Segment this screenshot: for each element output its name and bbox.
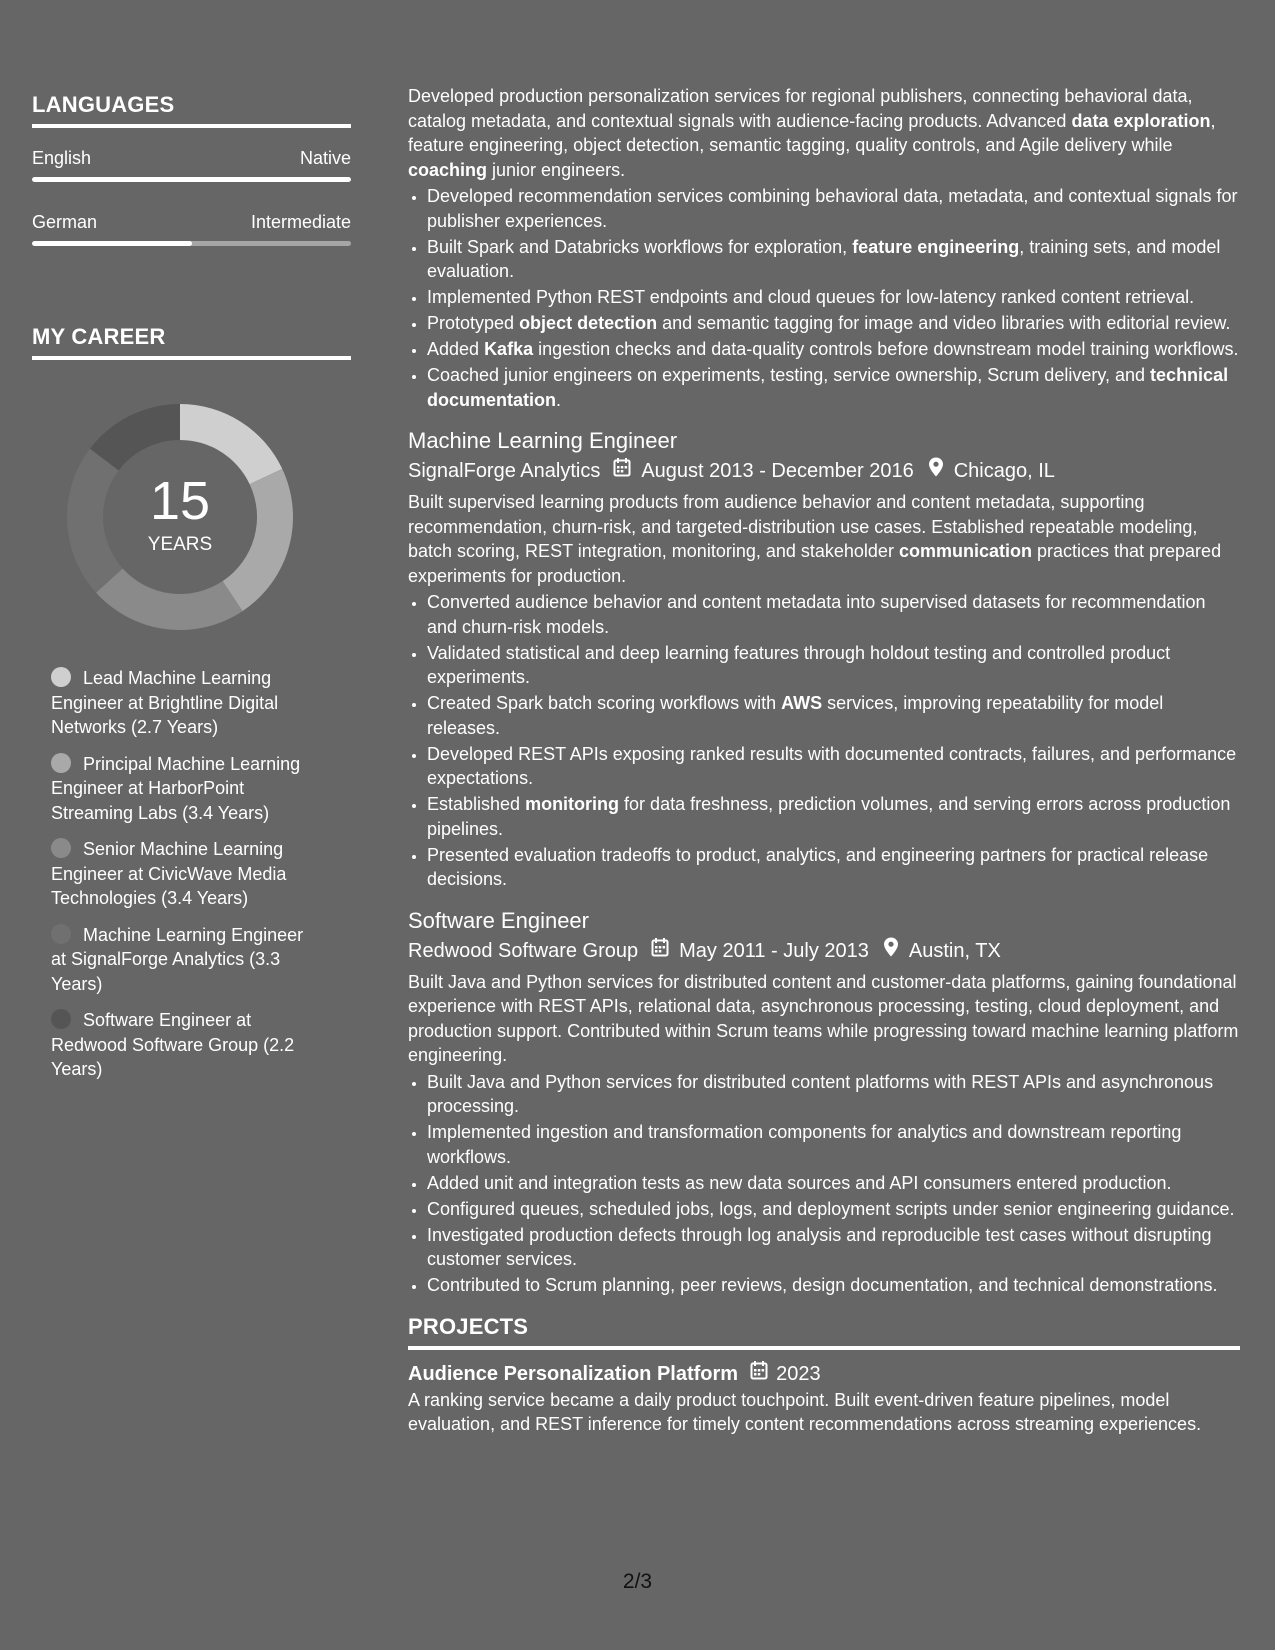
language-name: English (32, 148, 92, 168)
career-legend (51, 666, 321, 1082)
bullet-item: • Coached junior engineers on experiments, testing, service ownership, Scrum delivery, and technical documentation. (427, 363, 1240, 412)
job-bullets (408, 1070, 1240, 1298)
job-title: Machine Learning Engineer (408, 428, 678, 453)
language-item (32, 212, 351, 246)
career-legend-item (51, 666, 321, 740)
main-content (408, 84, 1240, 1437)
language-level-fill (32, 241, 192, 246)
job-meta (408, 936, 1240, 966)
bullet-item: • Added unit and integration tests as new data sources and API consumers entered production. (427, 1171, 1240, 1196)
career-legend-item (51, 1008, 321, 1082)
legend-dot-icon (51, 753, 71, 773)
career-legend-label: Software Engineer at Redwood Software Group (2.2 Years) (51, 1010, 295, 1079)
job-dates: May 2011 - July 2013 (679, 939, 869, 962)
bullet-item: • Implemented Python REST endpoints and cloud queues for low-latency ranked content retrieval. (427, 285, 1240, 310)
project-entry (408, 1360, 1240, 1437)
bold-keyword: communication (898, 541, 1032, 561)
bold-keyword: object detection (519, 313, 658, 333)
bold-keyword: data exploration (1071, 110, 1211, 131)
job-entry (408, 906, 1240, 1298)
legend-dot-icon (51, 924, 71, 944)
bold-keyword: monitoring (525, 794, 620, 814)
role-bullets (408, 184, 1240, 412)
language-level-bar (32, 177, 351, 182)
bullet-item: • Contributed to Scrum planning, peer reviews, design documentation, and technical demonstrations. (427, 1273, 1240, 1298)
language-level-fill (32, 177, 351, 182)
language-level: Native (299, 148, 351, 168)
bold-keyword: technical documentation (427, 365, 1229, 410)
project-year: 2023 (776, 1362, 821, 1385)
job-company: SignalForge Analytics (408, 460, 601, 482)
bold-keyword: Kafka (484, 339, 534, 359)
job-meta (408, 456, 1240, 486)
bold-keyword: feature engineering (852, 236, 1020, 257)
map-pin-icon (883, 936, 899, 966)
role-summary: Developed production personalization services for regional publishers, connecting behavioral data, catalog metadata, and contextual signals with audience-facing products. Advanced data exploration, feature engineering, object detection, semantic tagging, quality controls, and Agile delivery while coaching junior engineers. (408, 86, 1216, 180)
career-legend-item (51, 752, 321, 826)
language-level-bar (32, 241, 351, 246)
career-donut-chart (67, 404, 293, 630)
bullet-item: • Investigated production defects through log analysis and reproducible test cases without disrupting customer services. (427, 1223, 1240, 1272)
job-title: Software Engineer (408, 907, 589, 933)
page-number: 2/3 (622, 1570, 653, 1593)
project-header (408, 1360, 1240, 1388)
bullet-item: • Created Spark batch scoring workflows with AWS services, improving repeatability for model releases. (427, 691, 1240, 740)
calendar-icon (750, 1360, 768, 1388)
career-years-unit: YEARS (147, 534, 213, 555)
career-total-years: 15 (149, 471, 211, 531)
bullet-item: • Implemented ingestion and transformation components for analytics and downstream reporting workflows. (427, 1120, 1240, 1169)
legend-dot-icon (51, 667, 71, 687)
job-bullets (408, 590, 1240, 892)
project-description: A ranking service became a daily product touchpoint. Built event-driven feature pipelines, model evaluation, and REST inference for timely content recommendations across streaming experiences. (408, 1389, 1202, 1434)
job-summary: Built supervised learning products from audience behavior and content metadata, supporting recommendation, churn-risk, and targeted-distribution use cases. Established repeatable modeling, batch scoring, REST integration, monitoring, and stakeholder communication practices that prepared experiments for production. (408, 492, 1222, 586)
career-legend-item (51, 923, 321, 997)
career-legend-label: Lead Machine Learning Engineer at Brightline Digital Networks (2.7 Years) (51, 668, 279, 737)
legend-dot-icon (51, 838, 71, 858)
job-location: Chicago, IL (953, 460, 1055, 482)
bullet-item: • Established monitoring for data freshness, prediction volumes, and serving errors across production pipelines. (427, 792, 1240, 841)
map-pin-icon (928, 456, 944, 486)
language-level: Intermediate (250, 212, 351, 232)
bullet-item: • Configured queues, scheduled jobs, logs, and deployment scripts under senior engineering guidance. (427, 1197, 1240, 1222)
bullet-item: • Developed recommendation services combining behavioral data, metadata, and contextual signals for publisher experiences. (427, 184, 1240, 233)
career-legend-label: Senior Machine Learning Engineer at CivicWave Media Technologies (3.4 Years) (51, 839, 287, 908)
languages-heading: LANGUAGES (32, 92, 351, 128)
job-entry (408, 426, 1240, 892)
career-legend-label: Machine Learning Engineer at SignalForge Analytics (3.3 Years) (51, 924, 304, 994)
job-location: Austin, TX (908, 939, 1001, 962)
career-heading: MY CAREER (32, 324, 351, 360)
projects-heading: PROJECTS (408, 1314, 1240, 1350)
language-item (32, 148, 351, 182)
calendar-icon (613, 456, 631, 486)
calendar-icon (651, 936, 669, 966)
bullet-item: • Added Kafka ingestion checks and data-quality controls before downstream model training workflows. (427, 337, 1240, 362)
bullet-item: • Built Java and Python services for distributed content platforms with REST APIs and asynchronous processing. (427, 1070, 1240, 1119)
job-company: Redwood Software Group (408, 939, 639, 962)
job-summary: Built Java and Python services for distributed content and customer-data platforms, gaining foundational experience with REST APIs, relational data, asynchronous processing, testing, cloud deployment, and production support. Contributed within Scrum teams while progressing toward machine learning platform engineering. (408, 971, 1239, 1065)
legend-dot-icon (51, 1009, 71, 1029)
career-legend-item (51, 837, 321, 911)
language-name: German (32, 212, 98, 232)
bold-keyword: coaching (408, 159, 488, 180)
job-dates: August 2013 - December 2016 (641, 460, 914, 482)
bullet-item: • Built Spark and Databricks workflows for exploration, feature engineering, training sets, and model evaluation. (427, 235, 1240, 284)
donut-segment (96, 569, 243, 630)
career-legend-label: Principal Machine Learning Engineer at HarborPoint Streaming Labs (3.4 Years) (51, 753, 301, 823)
bullet-item: • Prototyped object detection and semantic tagging for image and video libraries with editorial review. (427, 311, 1240, 336)
bullet-item: • Presented evaluation tradeoffs to product, analytics, and engineering partners for practical release decisions. (427, 843, 1240, 892)
bullet-item: • Developed REST APIs exposing ranked results with documented contracts, failures, and performance expectations. (427, 742, 1240, 791)
bullet-item: • Converted audience behavior and content metadata into supervised datasets for recommendation and churn-risk models. (427, 590, 1240, 639)
bold-keyword: AWS (781, 693, 823, 713)
sidebar (32, 92, 351, 1094)
project-name: Audience Personalization Platform (408, 1362, 739, 1385)
bullet-item: • Validated statistical and deep learning features through holdout testing and controlled product experiments. (427, 641, 1240, 690)
